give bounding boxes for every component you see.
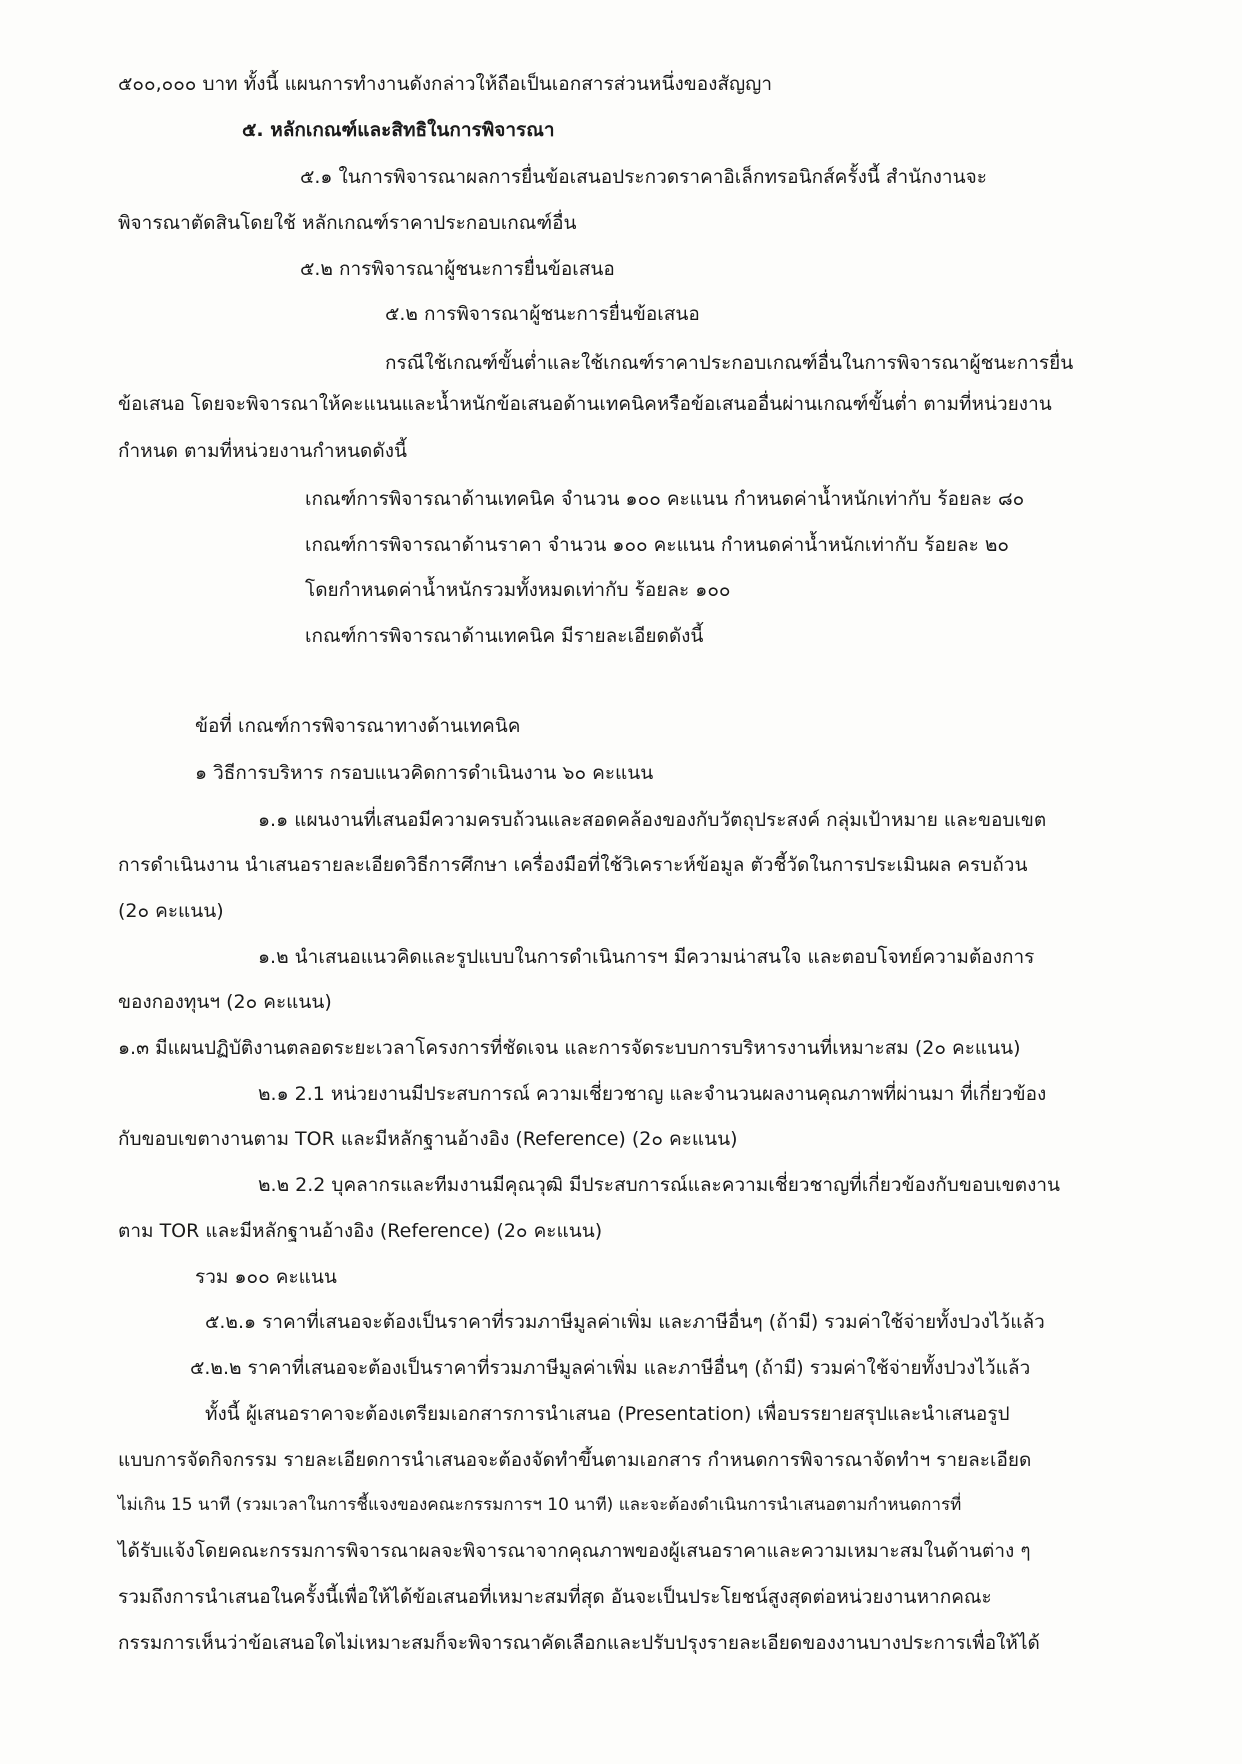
text-line: ๑.๓ มีแผนปฏิบัติงานตลอดระยะเวลาโครงการที่ชัดเจน และการจัดระบบการบริหารงานที่เหมาะสม (2๐ คะแนน) — [118, 1037, 1021, 1059]
text-line: ของกองทุนฯ (2๐ คะแนน) — [118, 991, 332, 1013]
text-line: ๒.๑ 2.1 หน่วยงานมีประสบการณ์ ความเชี่ยวชาญ และจำนวนผลงานคุณภาพที่ผ่านมา ที่เกี่ยวข้อง — [258, 1083, 1047, 1105]
text-line: ๕.๒ การพิจารณาผู้ชนะการยื่นข้อเสนอ — [300, 258, 615, 280]
text-line: แบบการจัดกิจกรรม รายละเอียดการนำเสนอจะต้องจัดทำขึ้นตามเอกสาร กำหนดการพิจารณาจัดทำฯ รายละเอียด — [118, 1449, 1032, 1471]
text-line: ๑.๑ แผนงานที่เสนอมีความครบถ้วนและสอดคล้องของกับวัตถุประสงค์ กลุ่มเป้าหมาย และขอบเขต — [258, 809, 1047, 831]
text-line: ๕๐๐,๐๐๐ บาท ทั้งนี้ แผนการทำงานดังกล่าวให้ถือเป็นเอกสารส่วนหนึ่งของสัญญา — [118, 73, 773, 95]
text-line: กรณีใช้เกณฑ์ขั้นต่ำและใช้เกณฑ์ราคาประกอบเกณฑ์อื่นในการพิจารณาผู้ชนะการยื่น — [385, 352, 1074, 374]
text-line: ๒.๒ 2.2 บุคลากรและทีมงานมีคุณวุฒิ มีประสบการณ์และความเชี่ยวชาญที่เกี่ยวข้องกับขอบเขตงาน — [258, 1174, 1061, 1196]
total-line: รวม ๑๐๐ คะแนน — [195, 1266, 337, 1288]
criteria-line: เกณฑ์การพิจารณาด้านเทคนิค จำนวน ๑๐๐ คะแนน กำหนดค่าน้ำหนักเท่ากับ ร้อยละ ๘๐ — [305, 488, 1025, 510]
text-line: การดำเนินงาน นำเสนอรายละเอียดวิธีการศึกษา เครื่องมือที่ใช้วิเคราะห์ข้อมูล ตัวชี้วัดในการประเมินผล ครบถ้วน — [118, 854, 1028, 876]
text-line: พิจารณาตัดสินโดยใช้ หลักเกณฑ์ราคาประกอบเกณฑ์อื่น — [118, 212, 577, 234]
criteria-line: เกณฑ์การพิจารณาด้านเทคนิค มีรายละเอียดดังนี้ — [305, 625, 704, 647]
text-line: ตาม TOR และมีหลักฐานอ้างอิง (Reference) (2๐ คะแนน) — [118, 1220, 603, 1242]
text-line: ๕.๒.๑ ราคาที่เสนอจะต้องเป็นราคาที่รวมภาษีมูลค่าเพิ่ม และภาษีอื่นๆ (ถ้ามี) รวมค่าใช้จ่ายทั้งปวงไว้แล้ว — [205, 1311, 1045, 1333]
criteria-line: เกณฑ์การพิจารณาด้านราคา จำนวน ๑๐๐ คะแนน กำหนดค่าน้ำหนักเท่ากับ ร้อยละ ๒๐ — [305, 534, 1009, 556]
section-heading: ๕. หลักเกณฑ์และสิทธิในการพิจารณา — [242, 119, 555, 141]
text-line: ๕.๑ ในการพิจารณาผลการยื่นข้อเสนอประกวดราคาอิเล็กทรอนิกส์ครั้งนี้ สำนักงานจะ — [300, 166, 987, 188]
table-heading: ข้อที่ เกณฑ์การพิจารณาทางด้านเทคนิค — [195, 715, 521, 737]
text-line: ได้รับแจ้งโดยคณะกรรมการพิจารณาผลจะพิจารณาจากคุณภาพของผู้เสนอราคาและความเหมาะสมในด้านต่าง ๆ — [118, 1540, 1031, 1562]
text-line: ไม่เกิน 15 นาที (รวมเวลาในการชี้แจงของคณะกรรมการฯ 10 นาที) และจะต้องดำเนินการนำเสนอตามกำหนดการที่ — [118, 1495, 962, 1515]
text-line: ๑ วิธีการบริหาร กรอบแนวคิดการดำเนินงาน ๖๐ คะแนน — [195, 762, 654, 784]
text-line: ๑.๒ นำเสนอแนวคิดและรูปแบบในการดำเนินการฯ มีความน่าสนใจ และตอบโจทย์ความต้องการ — [258, 946, 1035, 968]
text-line: ข้อเสนอ โดยจะพิจารณาให้คะแนนและน้ำหนักข้อเสนอด้านเทคนิคหรือข้อเสนออื่นผ่านเกณฑ์ขั้นต่ำ ตามที่หน่วยงาน — [118, 393, 1052, 415]
text-line: ๕.๒.๒ ราคาที่เสนอจะต้องเป็นราคาที่รวมภาษีมูลค่าเพิ่ม และภาษีอื่นๆ (ถ้ามี) รวมค่าใช้จ่ายทั้งปวงไว้แล้ว — [190, 1357, 1031, 1379]
text-line: กำหนด ตามที่หน่วยงานกำหนดดังนี้ — [118, 440, 407, 462]
text-line: กับขอบเขตางานตาม TOR และมีหลักฐานอ้างอิง (Reference) (2๐ คะแนน) — [118, 1128, 738, 1150]
text-line: ๕.๒ การพิจารณาผู้ชนะการยื่นข้อเสนอ — [385, 303, 700, 325]
text-line: กรรมการเห็นว่าข้อเสนอใดไม่เหมาะสมก็จะพิจารณาคัดเลือกและปรับปรุงรายละเอียดของงานบางประการเพื่อให้ได้ — [118, 1632, 1040, 1654]
text-line: รวมถึงการนำเสนอในครั้งนี้เพื่อให้ได้ข้อเสนอที่เหมาะสมที่สุด อันจะเป็นประโยชน์สูงสุดต่อหน่วยงานหากคณะ — [118, 1586, 992, 1608]
criteria-line: โดยกำหนดค่าน้ำหนักรวมทั้งหมดเท่ากับ ร้อยละ ๑๐๐ — [305, 579, 731, 601]
text-line: ทั้งนี้ ผู้เสนอราคาจะต้องเตรียมเอกสารการนำเสนอ (Presentation) เพื่อบรรยายสรุปและนำเสนอรูป — [205, 1403, 1010, 1425]
text-line: (2๐ คะแนน) — [118, 900, 224, 922]
